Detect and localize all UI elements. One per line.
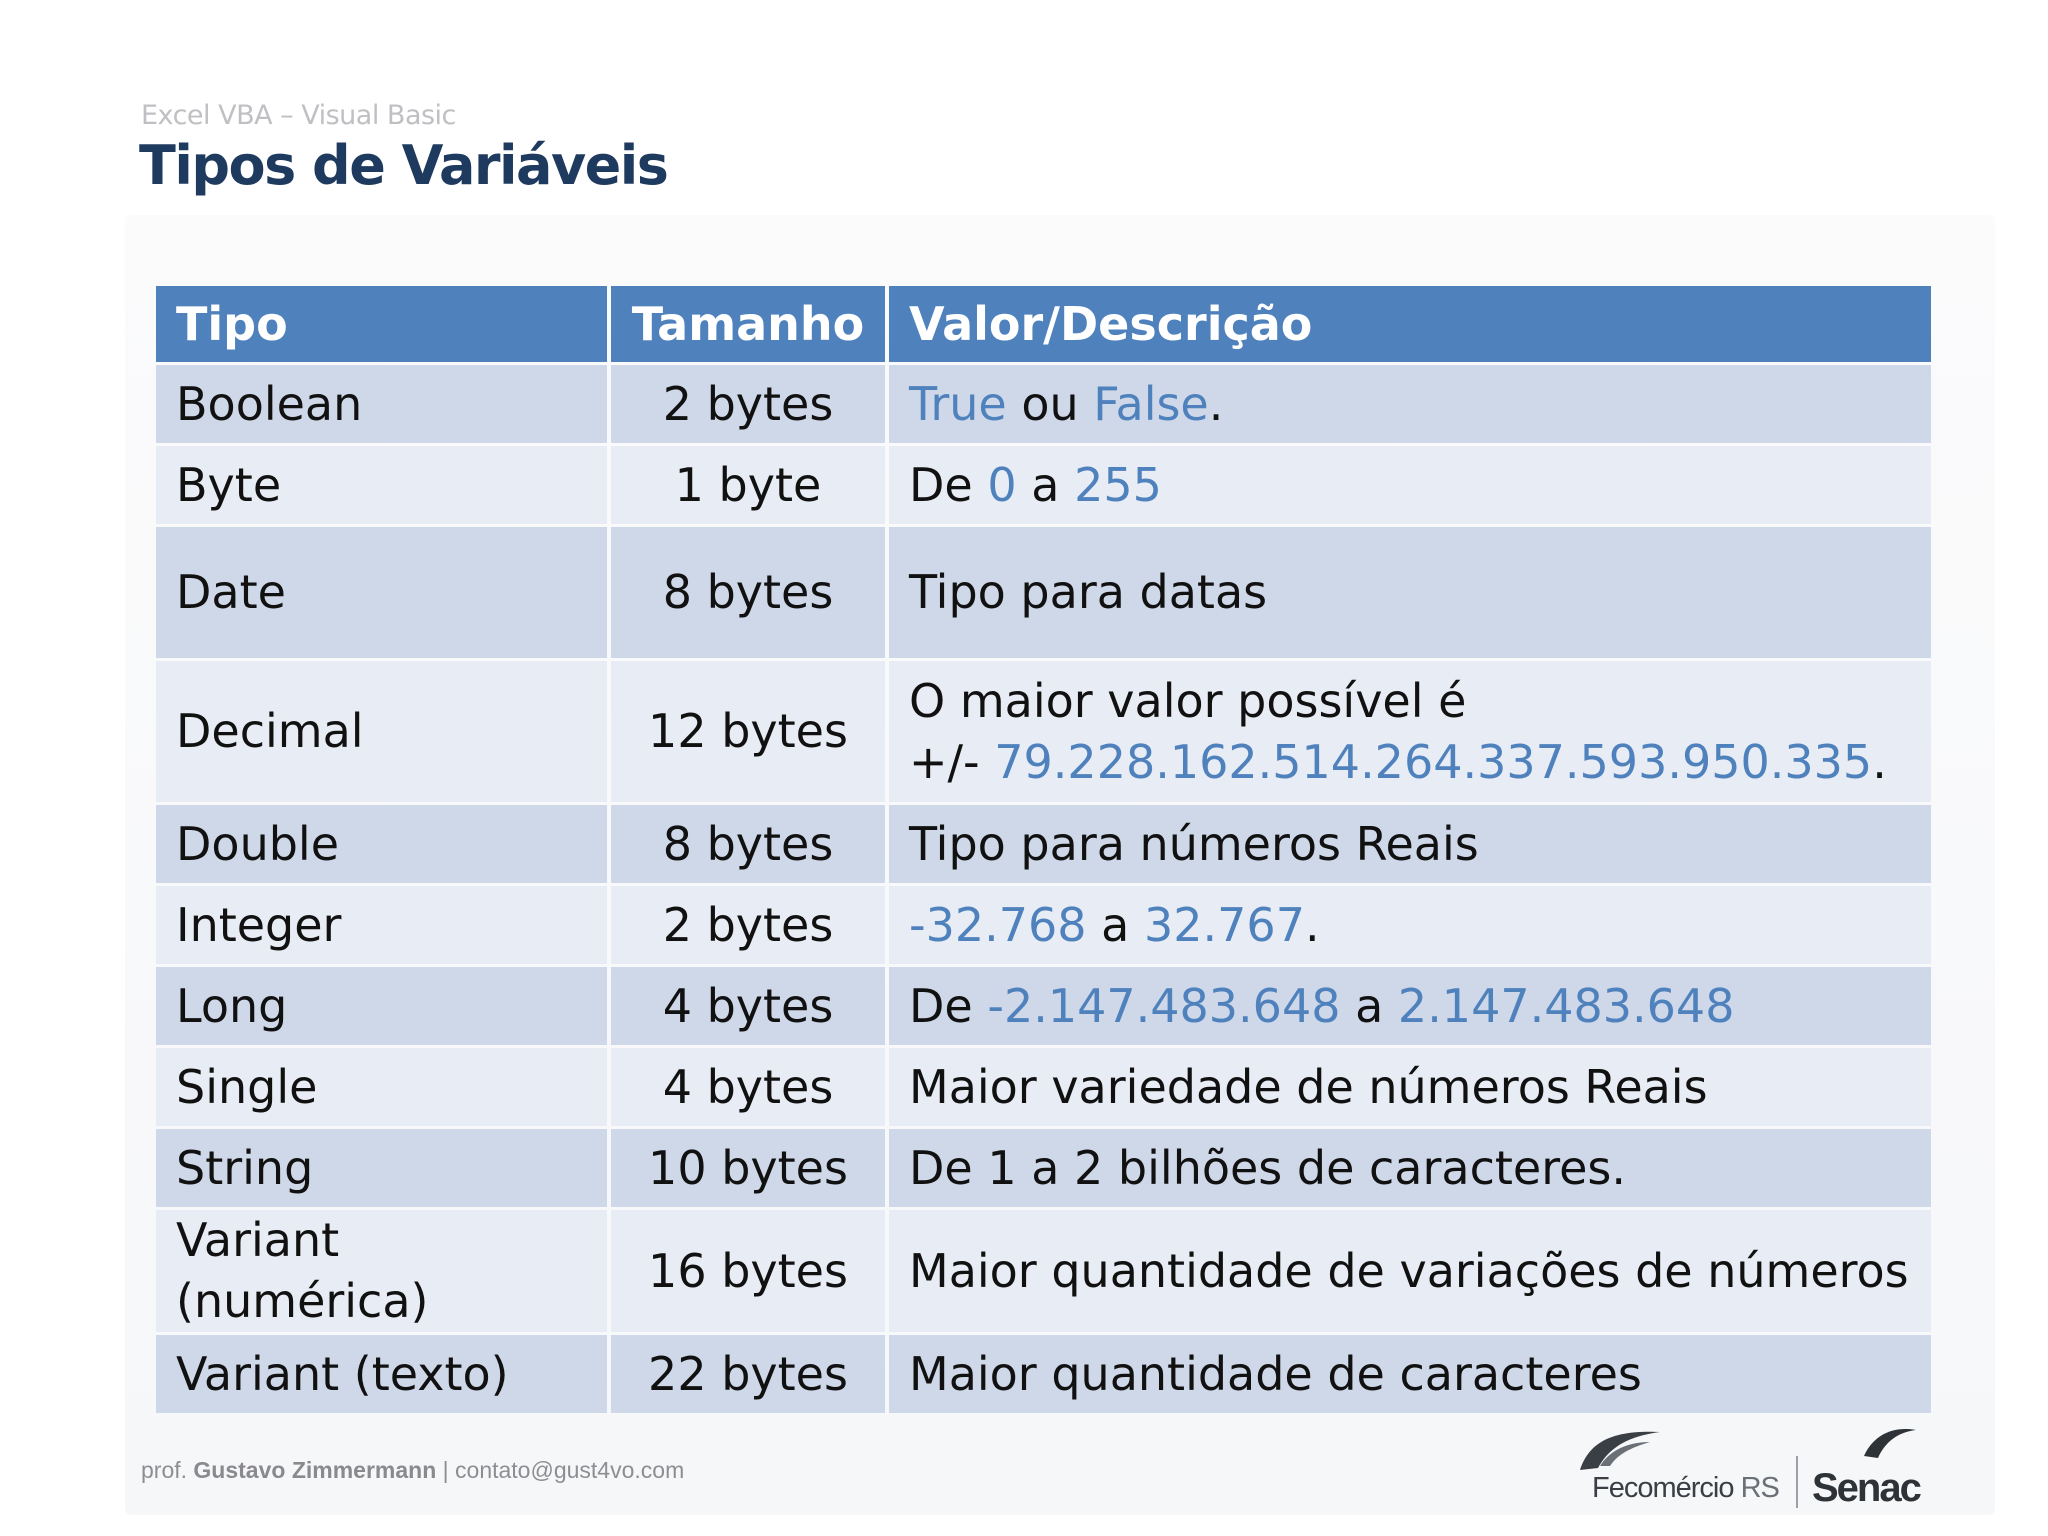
cell-tamanho: 8 bytes [611, 527, 885, 658]
value-highlight: 32.767 [1144, 897, 1305, 952]
cell-descricao [889, 886, 1931, 964]
table-row [156, 365, 1931, 443]
cell-descricao [889, 661, 1931, 802]
cell-tamanho: 4 bytes [611, 1048, 885, 1126]
description-text: De [909, 978, 988, 1033]
cell-tipo: Single [156, 1048, 607, 1126]
cell-descricao [889, 365, 1931, 443]
fecomercio-rs: RS [1740, 1472, 1779, 1504]
cell-descricao [889, 967, 1931, 1045]
description-text: Tipo para números Reais [909, 816, 1479, 871]
description-text: Maior quantidade de caracteres [909, 1346, 1642, 1401]
description-text: a [1086, 897, 1144, 952]
fecomercio-name: Fecomércio [1592, 1472, 1734, 1504]
description-text: . [1872, 734, 1887, 789]
description-text: Tipo para datas [909, 565, 1268, 619]
cell-descricao [889, 805, 1931, 883]
cell-tipo: Variant (texto) [156, 1335, 607, 1413]
variable-types-table [152, 283, 1935, 1416]
table-row [156, 1129, 1931, 1207]
column-header-tipo: Tipo [156, 286, 607, 362]
description-text: De [909, 457, 988, 512]
cell-tamanho: 12 bytes [611, 661, 885, 802]
table-row [156, 1335, 1931, 1413]
cell-descricao [889, 1048, 1931, 1126]
slide-subtitle: Excel VBA – Visual Basic [141, 100, 456, 131]
table-row [156, 1048, 1931, 1126]
footer-prefix: prof. [141, 1457, 194, 1483]
cell-tamanho: 1 byte [611, 446, 885, 524]
fecomercio-logo-text [1592, 1472, 1779, 1505]
wing-swoosh-icon [1570, 1420, 1670, 1480]
footer-logos [1570, 1420, 1930, 1510]
column-header-descricao: Valor/Descrição [889, 286, 1931, 362]
description-text: Maior variedade de números Reais [909, 1059, 1708, 1114]
value-highlight: True [909, 376, 1007, 431]
description-text: a [1340, 978, 1398, 1033]
cell-tamanho: 2 bytes [611, 886, 885, 964]
cell-tipo: Date [156, 527, 607, 658]
table-row [156, 446, 1931, 524]
description-text: Maior quantidade de variações de números [909, 1243, 1909, 1298]
cell-tipo: Long [156, 967, 607, 1045]
table-body [156, 365, 1931, 1413]
cell-tipo: Decimal [156, 661, 607, 802]
cell-tamanho: 4 bytes [611, 967, 885, 1045]
description-text: +/- [909, 734, 995, 789]
table-row [156, 527, 1931, 658]
senac-logo-text: Senac [1812, 1466, 1920, 1510]
cell-descricao [889, 1210, 1931, 1332]
cell-tamanho: 16 bytes [611, 1210, 885, 1332]
table-header-row [156, 286, 1931, 362]
cell-tamanho: 8 bytes [611, 805, 885, 883]
cell-descricao [889, 527, 1931, 658]
value-highlight: 255 [1074, 457, 1162, 512]
description-text: . [1304, 897, 1320, 952]
table-row [156, 661, 1931, 802]
bird-swoosh-icon [1860, 1420, 1920, 1464]
footer-contact: contato@gust4vo.com [455, 1457, 685, 1483]
footer-separator: | [436, 1457, 456, 1483]
description-text: O maior valor possível é [909, 673, 1467, 728]
value-highlight: False [1093, 376, 1209, 431]
footer-author: Gustavo Zimmermann [193, 1457, 437, 1483]
table-row [156, 967, 1931, 1045]
description-text: De 1 a 2 bilhões de caracteres. [909, 1140, 1626, 1195]
cell-descricao [889, 446, 1931, 524]
cell-tipo: Byte [156, 446, 607, 524]
cell-tipo: String [156, 1129, 607, 1207]
value-highlight: 79.228.162.514.264.337.593.950.335 [994, 734, 1873, 789]
description-text: . [1208, 376, 1224, 431]
footer-credits [141, 1457, 684, 1484]
table-row [156, 886, 1931, 964]
cell-tipo: Boolean [156, 365, 607, 443]
slide-title: Tipos de Variáveis [139, 134, 668, 197]
table-row [156, 1210, 1931, 1332]
cell-tamanho: 10 bytes [611, 1129, 885, 1207]
description-text: a [1016, 457, 1075, 512]
value-highlight: 0 [987, 457, 1017, 512]
cell-tipo: Variant (numérica) [156, 1210, 607, 1332]
cell-tipo: Double [156, 805, 607, 883]
cell-tamanho: 22 bytes [611, 1335, 885, 1413]
value-highlight: -2.147.483.648 [987, 978, 1341, 1033]
logo-divider [1796, 1456, 1798, 1508]
column-header-tamanho: Tamanho [611, 286, 885, 362]
cell-tamanho: 2 bytes [611, 365, 885, 443]
cell-descricao [889, 1129, 1931, 1207]
description-text: ou [1006, 376, 1094, 431]
cell-tipo: Integer [156, 886, 607, 964]
value-highlight: 2.147.483.648 [1397, 978, 1735, 1033]
value-highlight: -32.768 [909, 897, 1087, 952]
cell-descricao [889, 1335, 1931, 1413]
table-row [156, 805, 1931, 883]
